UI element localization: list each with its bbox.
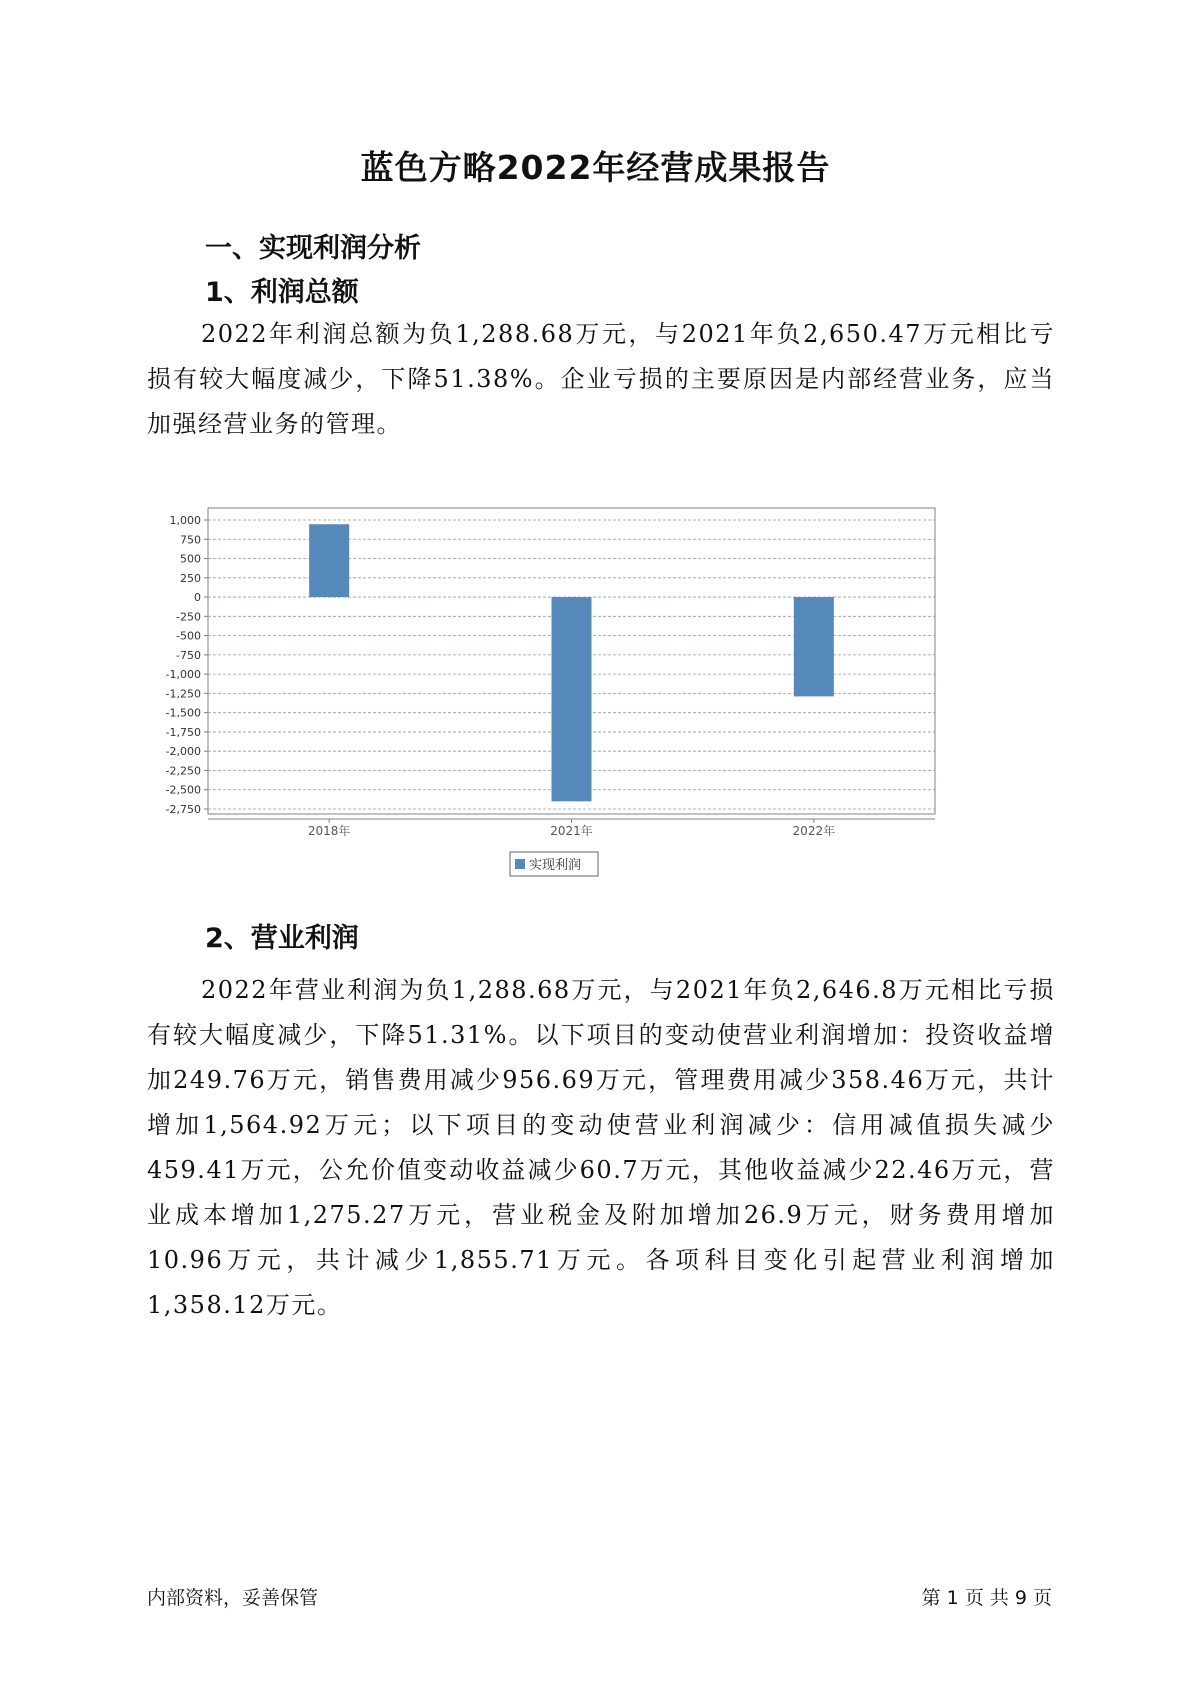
bar-1 xyxy=(552,597,592,801)
y-tick-label: -2,000 xyxy=(165,745,201,759)
bar-0 xyxy=(309,524,349,597)
footer-confidential-note: 内部资料，妥善保管 xyxy=(147,1587,319,1609)
y-tick-label: -1,500 xyxy=(165,706,201,720)
y-tick-label: -2,500 xyxy=(165,783,201,797)
document-title: 蓝色方略2022年经营成果报告 xyxy=(360,148,831,187)
subheading-total-profit: 1、利润总额 xyxy=(205,277,359,308)
bar-2 xyxy=(794,597,834,696)
legend-swatch xyxy=(515,859,525,869)
y-tick-label: 1,000 xyxy=(169,514,201,527)
y-tick-label: -1,000 xyxy=(165,668,201,682)
y-tick-label: -750 xyxy=(176,648,201,662)
x-tick-label: 2022年 xyxy=(792,824,836,838)
y-tick-label: 500 xyxy=(180,552,201,566)
y-tick-label: 0 xyxy=(194,591,201,605)
paragraph-total-profit: 2022年利润总额为负1,288.68万元，与2021年负2,650.47万元相比亏损有较大幅度减少，下降51.38%。企业亏损的主要原因是内部经营业务，应当加强经营业务的管理。 xyxy=(147,320,1055,438)
y-tick-label: -1,750 xyxy=(165,725,201,739)
x-tick-label: 2018年 xyxy=(307,824,351,838)
y-tick-label: -2,250 xyxy=(165,764,201,778)
y-tick-label: -500 xyxy=(176,629,201,643)
x-tick-label: 2021年 xyxy=(550,824,593,838)
y-tick-label: 250 xyxy=(180,571,201,585)
y-tick-label: -250 xyxy=(176,610,201,624)
footer-page-number: 第 1 页 共 9 页 xyxy=(921,1587,1052,1609)
profit-chart xyxy=(150,496,1030,956)
y-tick-label: -1,250 xyxy=(165,687,201,701)
profit-bar-chart xyxy=(150,496,1030,956)
y-tick-label: 750 xyxy=(180,533,201,547)
paragraph-operating-profit: 2022年营业利润为负1,288.68万元，与2021年负2,646.8万元相比亏损有较大幅度减少，下降51.31%。以下项目的变动使营业利润增加：投资收益增加249.76万元，销售费用减少956.69万元，管理费用减少358.46万元，共计增加1,564.92万元；以下项目的变动使营业利润减少：信用减值损失减少459.41万元，公允价值变动收益减少60.7万元，其他收益减少22.46万元，营业成本增加1,275.27万元，营业税金及附加增加26.9万元，财务费用增加10.96万元，共计减少1,855.71万元。各项科目变化引起营业利润增加1,358.12万元。 xyxy=(147,976,1055,1319)
subheading-operating-profit: 2、营业利润 xyxy=(205,923,359,954)
section-heading-profit-analysis: 一、实现利润分析 xyxy=(205,233,421,264)
legend-label: 实现利润 xyxy=(529,858,582,873)
y-tick-label: -2,750 xyxy=(165,803,201,816)
